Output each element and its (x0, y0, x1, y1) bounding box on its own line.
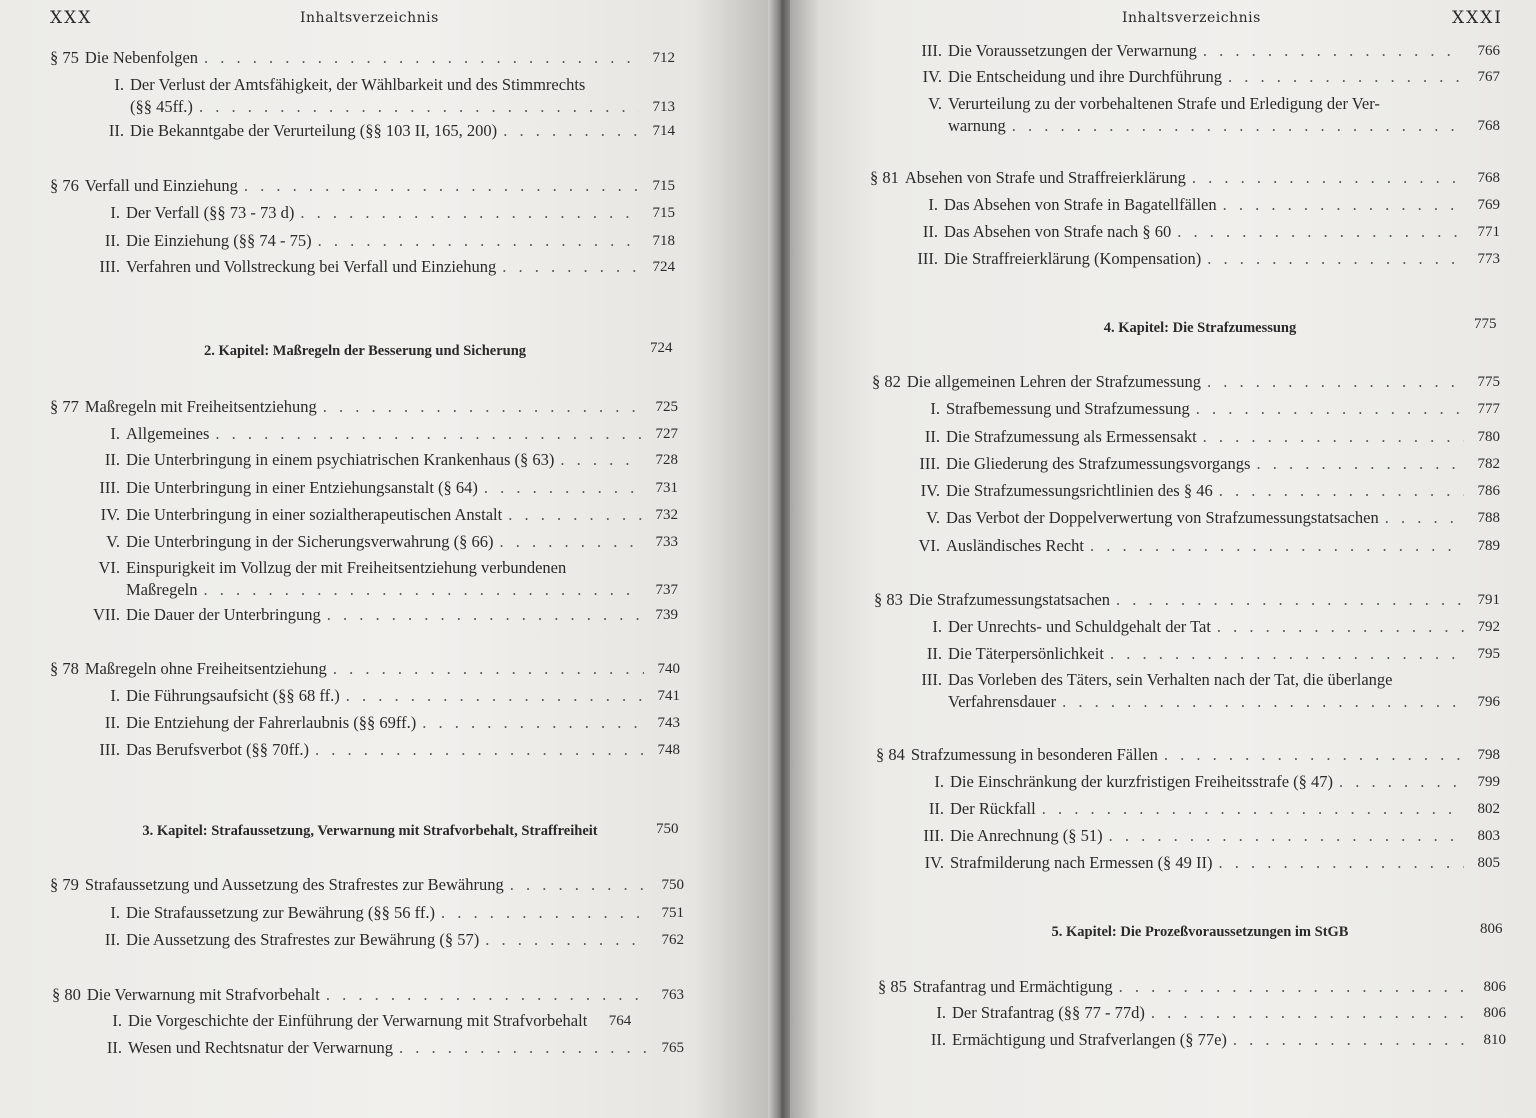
toc-entry[interactable] (50, 175, 675, 197)
toc-entry[interactable] (908, 669, 1500, 713)
leader-dots (1196, 398, 1464, 420)
leader-dots (318, 230, 639, 252)
leader-dots (399, 1037, 648, 1059)
page-ref: 733 (655, 534, 678, 550)
page-ref: 786 (1477, 483, 1500, 499)
page-ref: 750 (661, 877, 684, 893)
toc-entry[interactable] (90, 712, 680, 734)
section-number: II. (104, 930, 120, 949)
entry-title: Die Entscheidung und ihre Durchführung (948, 67, 1223, 86)
leader-dots (1012, 115, 1464, 137)
page-number: XXX (50, 8, 93, 28)
entry-title: Die Vorgeschichte der Einführung der Verwarnung mit Strafvorbehalt (128, 1011, 588, 1030)
page-ref: 780 (1477, 429, 1500, 445)
toc-entry[interactable] (50, 658, 680, 680)
entry-title-continued: Verfahrensdauer (948, 692, 1057, 711)
page-ref: 798 (1477, 747, 1500, 763)
entry-title: Ausländisches Recht (946, 536, 1084, 555)
entry-title: Die Strafaussetzung zur Bewährung (§§ 56 ff.) (126, 903, 435, 922)
section-number: I. (110, 903, 120, 922)
page-ref: 727 (655, 426, 678, 442)
entry-title: Verfahren und Vollstreckung bei Verfall und Einziehung (126, 257, 497, 276)
page-ref: 739 (655, 607, 678, 623)
section-number: V. (928, 94, 942, 113)
section-number: III. (99, 478, 120, 497)
page-ref: 782 (1477, 456, 1500, 472)
section-number: I. (110, 203, 120, 222)
section-number: IV. (100, 505, 120, 524)
entry-title: Die Aussetzung des Strafrestes zur Bewährung (§ 57) (126, 930, 480, 949)
toc-entry[interactable] (90, 531, 678, 553)
page-ref: 791 (1477, 592, 1500, 608)
toc-entry[interactable] (878, 976, 1506, 998)
section-number: II. (104, 713, 120, 732)
page-number: XXXI (1452, 8, 1504, 28)
entry-title: Die Bekanntgabe der Verurteilung (§§ 103 II, 165, 200) (130, 121, 498, 140)
toc-entry[interactable] (94, 120, 675, 142)
entry-title: Das Absehen von Strafe in Bagatellfällen (944, 195, 1217, 214)
chapter-heading[interactable]: 3. Kapitel: Strafaussetzung, Verwarnung mit Strafvorbehalt, Straffreiheit (142, 823, 598, 839)
section-number: § 78 (50, 659, 79, 678)
leader-dots (560, 449, 642, 471)
chapter-heading[interactable]: 4. Kapitel: Die Strafzumessung (1103, 320, 1297, 336)
entry-title: Die Anrechnung (§ 51) (950, 826, 1103, 845)
entry-title: Der Strafantrag (§§ 77 - 77d) (952, 1003, 1145, 1022)
toc-entry[interactable] (92, 1037, 684, 1059)
leader-dots (1223, 194, 1464, 216)
entry-title: Der Unrechts- und Schuldgehalt der Tat (948, 617, 1211, 636)
section-number: I. (930, 399, 940, 418)
entry-title: Der Rückfall (950, 799, 1036, 818)
entry-title-continued: warnung (948, 116, 1006, 135)
section-number: VI. (98, 558, 120, 577)
section-number: III. (99, 740, 120, 759)
entry-title: Die Führungsaufsicht (§§ 68 ff.) (126, 686, 340, 705)
section-number: § 75 (50, 48, 79, 67)
entry-title: Strafmilderung nach Ermessen (§ 49 II) (950, 853, 1213, 872)
section-number: IV. (924, 853, 944, 872)
chapter-page-ref: 775 (1474, 316, 1497, 332)
chapter-page-ref: 806 (1480, 921, 1503, 937)
page-ref: 715 (652, 178, 675, 194)
entry-title: Wesen und Rechtsnatur der Verwarnung (128, 1038, 394, 1057)
section-number: VII. (92, 605, 120, 624)
toc-entry[interactable] (872, 371, 1500, 393)
entry-title: Die Strafzumessungsrichtlinien des § 46 (946, 481, 1213, 500)
page-ref: 743 (657, 715, 680, 731)
section-number: III. (921, 670, 942, 689)
chapter-heading[interactable]: 2. Kapitel: Maßregeln der Besserung und Sicherung (203, 343, 527, 359)
section-number: III. (923, 826, 944, 845)
entry-title: Die Voraussetzungen der Verwarnung (948, 41, 1197, 60)
leader-dots (503, 120, 639, 142)
entry-title: Allgemeines (126, 424, 210, 443)
section-number: § 84 (876, 745, 905, 764)
section-number: V. (106, 532, 120, 551)
entry-title: Die Dauer der Unterbringung (126, 605, 321, 624)
entry-title: Strafantrag und Ermächtigung (912, 977, 1113, 996)
page-ref: 725 (655, 399, 678, 415)
entry-title: Der Verlust der Amtsfähigkeit, der Wählbarkeit und des Stimmrechts (130, 75, 586, 94)
section-number: § 76 (50, 176, 79, 195)
page-ref: 712 (652, 50, 675, 66)
entry-title: Die Unterbringung in einer sozialtherapeutischen Anstalt (126, 505, 503, 524)
toc-entry[interactable] (906, 535, 1500, 557)
page-ref: 763 (661, 987, 684, 1003)
leader-dots (484, 477, 642, 499)
page-ref: 714 (652, 123, 675, 139)
leader-dots (1177, 221, 1464, 243)
leader-dots (1109, 825, 1464, 847)
page-ref: 768 (1477, 118, 1500, 134)
page-ref: 751 (661, 905, 684, 921)
leader-dots (1042, 798, 1464, 820)
section-number: § 81 (870, 168, 899, 187)
page-ref: 731 (655, 480, 678, 496)
entry-title: Die Entziehung der Fahrerlaubnis (§§ 69ff.) (126, 713, 417, 732)
section-number: § 85 (878, 977, 907, 996)
leader-dots (1219, 852, 1464, 874)
entry-title: Der Verfall (§§ 73 - 73 d) (126, 203, 295, 222)
leader-dots (510, 874, 648, 896)
section-number: § 82 (872, 372, 901, 391)
section-number: § 83 (874, 590, 903, 609)
leader-dots (1339, 771, 1464, 793)
page-ref: 773 (1477, 251, 1500, 267)
page-ref: 724 (652, 259, 675, 275)
toc-entry[interactable] (90, 929, 684, 951)
section-number: I. (114, 75, 124, 94)
leader-dots (1110, 643, 1464, 665)
leader-dots (199, 96, 639, 118)
section-number: II. (104, 450, 120, 469)
toc-entry[interactable] (906, 426, 1500, 448)
toc-entry[interactable] (90, 739, 680, 761)
leader-dots (1116, 589, 1464, 611)
toc-entry[interactable] (912, 1029, 1506, 1051)
entry-title: Ermächtigung und Strafverlangen (§ 77e) (952, 1030, 1227, 1049)
entry-title: Die allgemeinen Lehren der Strafzumessung (906, 372, 1202, 391)
section-number: II. (104, 231, 120, 250)
page-ref: 764 (608, 1013, 632, 1029)
section-number: II. (922, 222, 938, 241)
page-ref: 806 (1483, 1005, 1506, 1021)
entry-title: Die Straffreierklärung (Kompensation) (944, 249, 1202, 268)
toc-entry[interactable] (906, 480, 1500, 502)
toc-entry[interactable] (870, 167, 1500, 189)
leader-dots (1192, 167, 1464, 189)
leader-dots (1207, 248, 1464, 270)
running-head: Inhaltsverzeichnis (1122, 10, 1261, 26)
toc-entry[interactable] (50, 874, 684, 896)
toc-entry[interactable] (90, 604, 678, 626)
section-number: II. (108, 121, 124, 140)
toc-entry[interactable] (94, 74, 675, 118)
entry-title: Strafbemessung und Strafzumessung (946, 399, 1190, 418)
section-number: IV. (920, 481, 940, 500)
leader-dots (203, 579, 642, 601)
page-ref: 766 (1477, 43, 1500, 59)
section-number: III. (921, 41, 942, 60)
leader-dots (326, 984, 648, 1006)
leader-dots (1203, 426, 1464, 448)
page-ref: 771 (1477, 224, 1500, 240)
section-number: VI. (918, 536, 940, 555)
toc-entry[interactable] (92, 1010, 684, 1032)
entry-title: Die Nebenfolgen (84, 48, 199, 67)
entry-title: Die Strafzumessung als Ermessensakt (946, 427, 1197, 446)
page-ref: 741 (657, 688, 680, 704)
leader-dots (244, 175, 639, 197)
leader-dots (1385, 507, 1464, 529)
page-ref: 767 (1477, 69, 1500, 85)
section-number: I. (928, 195, 938, 214)
leader-dots (1151, 1002, 1470, 1024)
leader-dots (1090, 535, 1464, 557)
toc-entry[interactable] (910, 798, 1500, 820)
toc-entry[interactable] (908, 643, 1500, 665)
toc-entry[interactable] (908, 66, 1500, 88)
section-number: I. (112, 1011, 122, 1030)
entry-title: Strafzumessung in besonderen Fällen (910, 745, 1158, 764)
section-number: III. (919, 454, 940, 473)
page-ref: 805 (1477, 855, 1500, 871)
leader-dots (327, 604, 642, 626)
leader-dots (1228, 66, 1464, 88)
section-number: II. (106, 1038, 122, 1057)
toc-entry[interactable] (874, 589, 1500, 611)
section-number: V. (926, 508, 940, 527)
page-ref: 796 (1477, 694, 1500, 710)
leader-dots (215, 423, 642, 445)
toc-entry[interactable] (52, 984, 684, 1006)
page-ref: 748 (657, 742, 680, 758)
page-ref: 715 (652, 205, 675, 221)
section-number: II. (924, 427, 940, 446)
page-ref: 769 (1477, 197, 1500, 213)
leader-dots (300, 202, 639, 224)
section-number: III. (917, 249, 938, 268)
chapter-heading[interactable]: 5. Kapitel: Die Prozeßvoraussetzungen im StGB (1051, 924, 1349, 940)
leader-dots (1203, 40, 1464, 62)
leader-dots (1119, 976, 1470, 998)
section-number: II. (928, 799, 944, 818)
toc-entry[interactable] (90, 202, 675, 224)
leader-dots (500, 531, 643, 553)
entry-title: Einspurigkeit im Vollzug der mit Freiheitsentziehung verbundenen (126, 558, 567, 577)
page-ref: 718 (652, 233, 675, 249)
section-number: II. (926, 644, 942, 663)
section-number: IV. (922, 67, 942, 86)
page-ref: 740 (657, 661, 680, 677)
running-head: Inhaltsverzeichnis (300, 10, 439, 26)
section-number: I. (932, 617, 942, 636)
page-ref: 806 (1483, 979, 1506, 995)
entry-title: Strafaussetzung und Aussetzung des Strafrestes zur Bewährung (84, 875, 504, 894)
page-ref: 795 (1477, 646, 1500, 662)
entry-title: Die Unterbringung in einem psychiatrischen Krankenhaus (§ 63) (126, 450, 555, 469)
toc-entry[interactable] (908, 616, 1500, 638)
leader-dots (485, 929, 648, 951)
page-ref: 810 (1483, 1032, 1506, 1048)
section-number: III. (99, 257, 120, 276)
leader-dots (1217, 616, 1464, 638)
page-ref: 788 (1477, 510, 1500, 526)
entry-title: Die Einziehung (§§ 74 - 75) (126, 231, 312, 250)
entry-title: Verfall und Einziehung (84, 176, 238, 195)
toc-entry[interactable] (876, 744, 1500, 766)
leader-dots (323, 396, 642, 418)
leader-dots (1219, 480, 1464, 502)
toc-entry[interactable] (90, 449, 678, 471)
toc-entry[interactable] (90, 477, 678, 499)
section-number: § 77 (50, 397, 79, 416)
toc-entry[interactable] (906, 453, 1500, 475)
page-ref: 777 (1477, 401, 1500, 417)
toc-entry[interactable] (906, 398, 1500, 420)
entry-title: Das Berufsverbot (§§ 70ff.) (126, 740, 309, 759)
section-number: I. (934, 772, 944, 791)
entry-title: Das Vorleben des Täters, sein Verhalten nach der Tat, die überlange (948, 670, 1393, 689)
page-ref: 737 (655, 582, 678, 598)
chapter-page-ref: 724 (650, 340, 673, 356)
page-ref: 803 (1477, 828, 1500, 844)
page-ref: 768 (1477, 170, 1500, 186)
leader-dots (1207, 371, 1464, 393)
page-ref: 728 (655, 452, 678, 468)
entry-title: Maßregeln mit Freiheitsentziehung (84, 397, 317, 416)
section-number: I. (110, 424, 120, 443)
toc-entry[interactable] (904, 248, 1500, 270)
toc-entry[interactable] (90, 230, 675, 252)
leader-dots (502, 256, 639, 278)
toc-entry[interactable] (904, 194, 1500, 216)
page-ref: 713 (652, 99, 675, 115)
leader-dots (1256, 453, 1464, 475)
toc-entry[interactable] (910, 825, 1500, 847)
section-number: II. (930, 1030, 946, 1049)
toc-entry[interactable] (90, 557, 678, 601)
toc-entry[interactable] (910, 852, 1500, 874)
toc-entry[interactable] (90, 504, 678, 526)
toc-entry[interactable] (90, 423, 678, 445)
leader-dots (422, 712, 644, 734)
entry-title: Die Täterpersönlichkeit (948, 644, 1104, 663)
toc-entry[interactable] (50, 396, 678, 418)
entry-title: Die Unterbringung in einer Entziehungsanstalt (§ 64) (126, 478, 478, 497)
leader-dots (204, 47, 639, 69)
toc-entry[interactable] (90, 256, 675, 278)
toc-entry[interactable] (912, 1002, 1506, 1024)
toc-entry[interactable] (904, 221, 1500, 243)
toc-entry[interactable] (90, 902, 684, 924)
page-ref: 732 (655, 507, 678, 523)
entry-title: Verurteilung zu der vorbehaltenen Strafe und Erledigung der Ver- (948, 94, 1380, 113)
toc-entry[interactable] (908, 40, 1500, 62)
leader-dots (315, 739, 644, 761)
leader-dots (508, 504, 642, 526)
page-ref: 802 (1477, 801, 1500, 817)
leader-dots (346, 685, 644, 707)
toc-entry[interactable] (906, 507, 1500, 529)
leader-dots (333, 658, 644, 680)
entry-title: Maßregeln ohne Freiheitsentziehung (84, 659, 327, 678)
leader-dots (1062, 691, 1464, 713)
page-ref: 792 (1477, 619, 1500, 635)
toc-entry[interactable] (90, 685, 680, 707)
page-ref: 775 (1477, 374, 1500, 390)
leader-dots (441, 902, 648, 924)
section-number: § 79 (50, 875, 79, 894)
entry-title: Die Unterbringung in der Sicherungsverwahrung (§ 66) (126, 532, 494, 551)
entry-title: Absehen von Strafe und Straffreierklärung (904, 168, 1186, 187)
entry-title: Das Verbot der Doppelverwertung von Strafzumessungstatsachen (946, 508, 1379, 527)
page-ref: 799 (1477, 774, 1500, 790)
toc-entry[interactable] (908, 93, 1500, 137)
entry-title: Die Strafzumessungstatsachen (908, 590, 1111, 609)
section-number: I. (110, 686, 120, 705)
entry-title-continued: Maßregeln (126, 580, 198, 599)
entry-title: Die Verwarnung mit Strafvorbehalt (86, 985, 320, 1004)
toc-entry[interactable] (50, 47, 675, 69)
leader-dots (1233, 1029, 1470, 1051)
entry-title: Die Einschränkung der kurzfristigen Freiheitsstrafe (§ 47) (950, 772, 1334, 791)
page-ref: 762 (661, 932, 684, 948)
chapter-page-ref: 750 (656, 821, 679, 837)
entry-title: Die Gliederung des Strafzumessungsvorgangs (946, 454, 1251, 473)
section-number: § 80 (52, 985, 81, 1004)
page-ref: 789 (1477, 538, 1500, 554)
entry-title: Das Absehen von Strafe nach § 60 (944, 222, 1172, 241)
page-ref: 765 (661, 1040, 684, 1056)
right-page (790, 0, 1536, 1118)
entry-title-continued: (§§ 45ff.) (130, 97, 193, 116)
section-number: I. (936, 1003, 946, 1022)
toc-entry[interactable] (910, 771, 1500, 793)
leader-dots (1164, 744, 1464, 766)
